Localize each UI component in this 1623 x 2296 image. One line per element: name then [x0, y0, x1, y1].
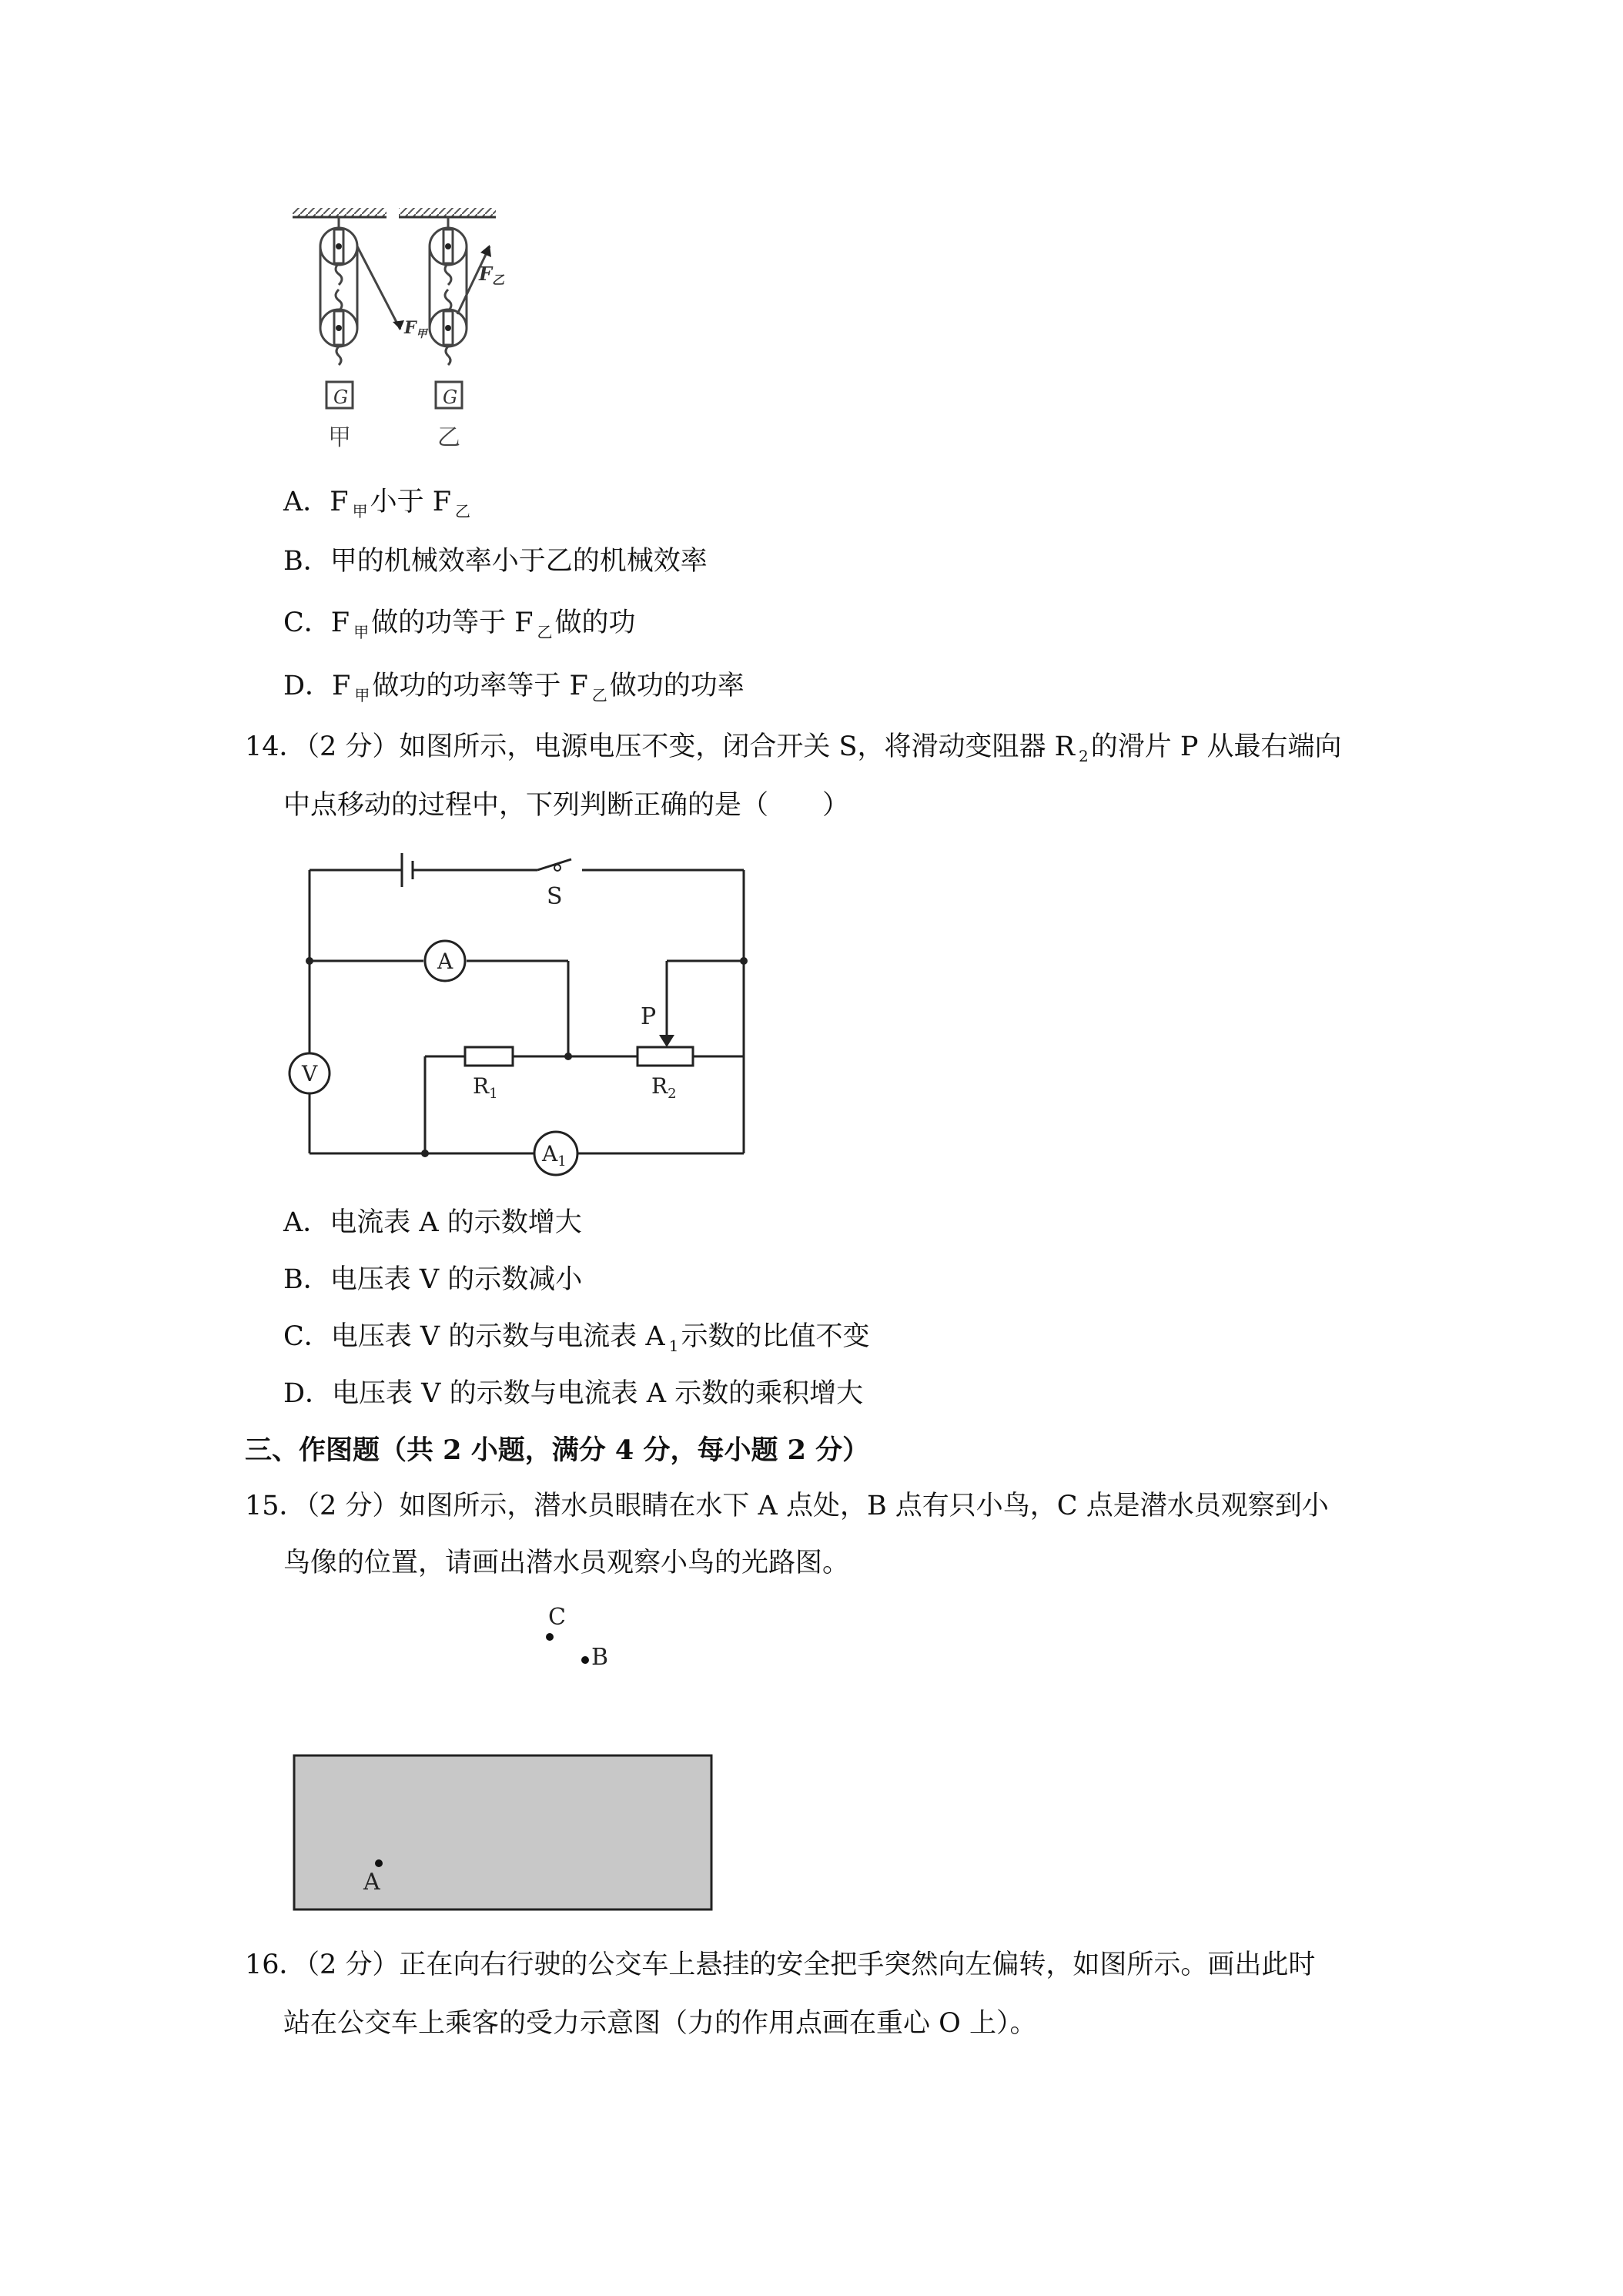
circuit-diagram: [293, 839, 785, 1178]
force-label-right: $F_乙$: [479, 263, 505, 287]
q14-option-d: D．电压表 V 的示数与电流表 A 示数的乘积增大: [283, 1378, 864, 1409]
pulley-label-right: 乙: [437, 424, 460, 451]
switch-label: S: [547, 883, 563, 910]
water-region: [294, 1755, 711, 1909]
q13-option-b: B．甲的机械效率小于乙的机械效率: [283, 546, 708, 577]
q14-stem-line2: 中点移动的过程中，下列判断正确的是（ ）: [283, 790, 850, 821]
section-heading: 三、作图题（共 2 小题，满分 4 分，每小题 2 分）: [245, 1434, 870, 1466]
slider-label: P: [641, 1003, 657, 1030]
q13-option-a: A．F $_甲$小于 F $_乙$: [283, 487, 470, 520]
force-label-left: $F_甲$: [404, 318, 427, 340]
voltmeter-label: V: [302, 1061, 318, 1086]
point-a: [375, 1859, 383, 1867]
q14-option-a: A．电流表 A 的示数增大: [283, 1207, 582, 1238]
r2-label: $R_2$: [651, 1073, 677, 1102]
q14-stem-line1: 14．（2 分）如图所示，电源电压不变，闭合开关 S，将滑动变阻器 R $_2$的滑片 P 从最右端向: [245, 731, 1342, 765]
q15-stem-line2: 鸟像的位置，请画出潜水员观察小鸟的光路图。: [283, 1548, 850, 1578]
r1-label: $R_1$: [473, 1073, 498, 1102]
light-path-figure: [285, 1594, 716, 1917]
point-a-label: A: [363, 1869, 380, 1896]
q14-option-b: B．电压表 V 的示数减小: [283, 1264, 583, 1295]
q16-stem-line1: 16．（2 分）正在向右行驶的公交车上悬挂的安全把手突然向左偏转，如图所示。画出此时: [245, 1950, 1316, 1980]
q14-option-c: C．电压表 V 的示数与电流表 A $_1$示数的比值不变: [283, 1321, 870, 1355]
point-c: [546, 1633, 554, 1641]
pulley-figure: [277, 199, 631, 460]
pulley-label-left: 甲: [328, 424, 351, 451]
q13-option-c: C．F $_甲$做的功等于 F $_乙$做的功: [283, 607, 636, 641]
ammeter1-label: $A_1$: [542, 1141, 567, 1170]
point-b: [581, 1656, 589, 1664]
ammeter-label: A: [437, 949, 453, 974]
q15-stem-line1: 15．（2 分）如图所示，潜水员眼睛在水下 A 点处，B 点有只小鸟，C 点是潜水员观察到小: [245, 1491, 1329, 1521]
weight-label-left: G: [333, 387, 349, 408]
point-b-label: B: [591, 1644, 609, 1671]
q16-stem-line2: 站在公交车上乘客的受力示意图（力的作用点画在重心 O 上）。: [283, 2008, 1037, 2039]
q13-option-d: D．F $_甲$做功的功率等于 F $_乙$做功的功率: [283, 671, 745, 705]
weight-label-right: G: [443, 387, 458, 408]
point-c-label: C: [548, 1604, 566, 1631]
